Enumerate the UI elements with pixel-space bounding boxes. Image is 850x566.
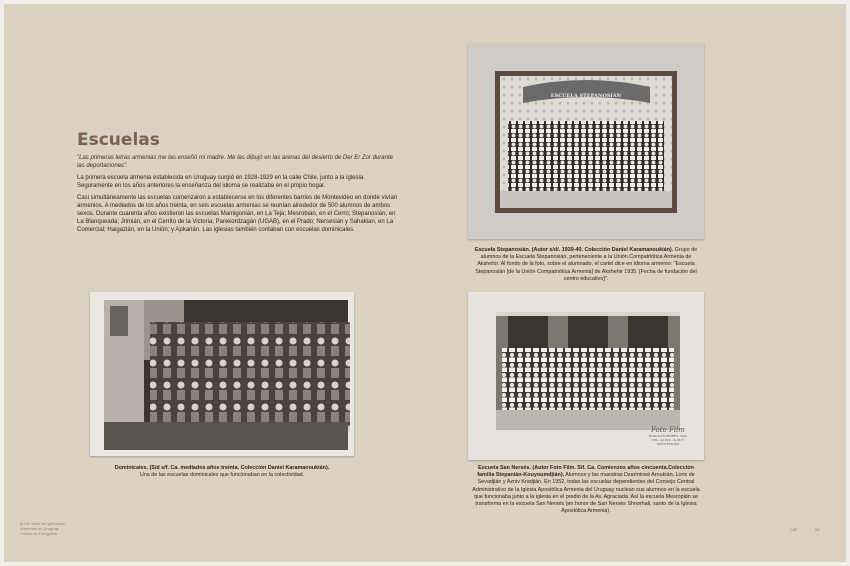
paragraph-1: La primera escuela armenia establecida en Uruguay surgió en 1928-1929 en la calle Chile, junto a la iglesia. Seguramente en los años anteriores la enseñanza del idioma se realizaba en el propio hogar. xyxy=(77,175,365,189)
caption-stepanosian-text: Grupo de alumnos de la Escuela Stepanosián, perteneciente a la Unión Compatriótica Armenia de Akshehir. Al fondo de la foto, sobre el alumnado, el cartel dice en idioma armenio: "Escuela Stepanosián [de la Unión Compatriótica Armenia] de Akshehir 1935. [Fecha de fundación del centro educativo]". xyxy=(475,247,698,282)
footer-line-3: Centro de Fotografía xyxy=(20,531,57,536)
footer-line-1: A 100 años del genocidio xyxy=(20,521,65,526)
footer-credits xyxy=(20,521,100,536)
foto-film-stamp xyxy=(636,426,700,446)
caption-dominicales-text: Una de las escuelas dominicales que funcionaban en la colectividad. xyxy=(139,472,305,479)
caption-dominicales xyxy=(92,465,352,479)
caption-san-nerses xyxy=(470,465,702,515)
caption-dominicales-title: Dominicales. (S/d s/f. Ca. mediados años treinta. Colección Daniel Karamanoukián). xyxy=(114,465,330,471)
stepanosian-banner-text: ESCUELA STEPANOSIÁN xyxy=(550,93,622,99)
photo-stepanosian xyxy=(468,43,704,239)
caption-san-nerses-text: Alumnos y las maestras Dzarmineé Aroukián, Loris de Sevadjián y Azniv Kradjián. En 1952, todas las escuelas dependientes del Consejo Central Administrativo de la Iglesia Apostólica Armenia del Uruguay nuclean sus alumnos en la escuela que funcionaba junto a la iglesia en el predio de la Av. Agraciada. Así la escuela Mesropián se transforma en la escuela San Nersés (en honor de San Nersés Shnorhali, santo de la Iglesia Apostólica Armenia). xyxy=(472,472,700,515)
stamp-line-1: RODOLFO BEIRES 1936 xyxy=(649,434,687,438)
stamp-line-3: MONTEVIDEO xyxy=(656,442,680,446)
stepanosian-image xyxy=(468,43,704,239)
stamp-line-2: TEL. 4-1812 - 4-1817 xyxy=(651,438,685,442)
photo-san-nerses xyxy=(468,292,704,460)
footer-line-2: Armenios en Uruguay xyxy=(20,526,59,531)
section-title: Escuelas xyxy=(77,130,160,150)
logo-im: IM xyxy=(815,527,820,532)
section-quote: "Las primeras letras armenias me las enseñó mi madre. Me las dibujó en las arenas del desierto de Der Er Zor durante las deportaciones". xyxy=(77,155,393,169)
dominicales-image xyxy=(90,292,354,456)
logo-cdf: CdF xyxy=(790,527,798,532)
stamp-title: Foto Film xyxy=(651,426,685,434)
caption-stepanosian xyxy=(470,247,702,283)
caption-stepanosian-title: Escuela Stepanosián. (Autor s/d/. 1939-40. Colección Daniel Karamanoukián). xyxy=(474,247,674,253)
photo-dominicales xyxy=(90,292,354,456)
caption-san-nerses-title: Escuela San Nersés. (Autor Foto Film. S/f. Ca. Comienzos años cincuenta.Colección familia Stepanián-Kouyoumdjián). xyxy=(477,465,694,479)
paragraph-2: Casi simultáneamente las escuelas comenzaron a establecerse en los diferentes barrios de Montevideo en donde vivían armenios. A mediados de los años treinta, en seis escuelas armenias se reunían alrededor de 500 alumnos de ambos sexos. Durante cuarenta años existieron las escuelas Mamigonián, en La Teja; Mesrobián, en el Cerro; Stepanosián, en La Blanqueada; Jrimián, en el Cerrito de la Victoria; Parekordzagán (UGAB), en el Prado; Nersesián y Sahakian, en La Comercial; Haigazián, en la Unión; y Apkarián. Las iglesias también contaban con escuelas dominicales. xyxy=(77,195,398,233)
